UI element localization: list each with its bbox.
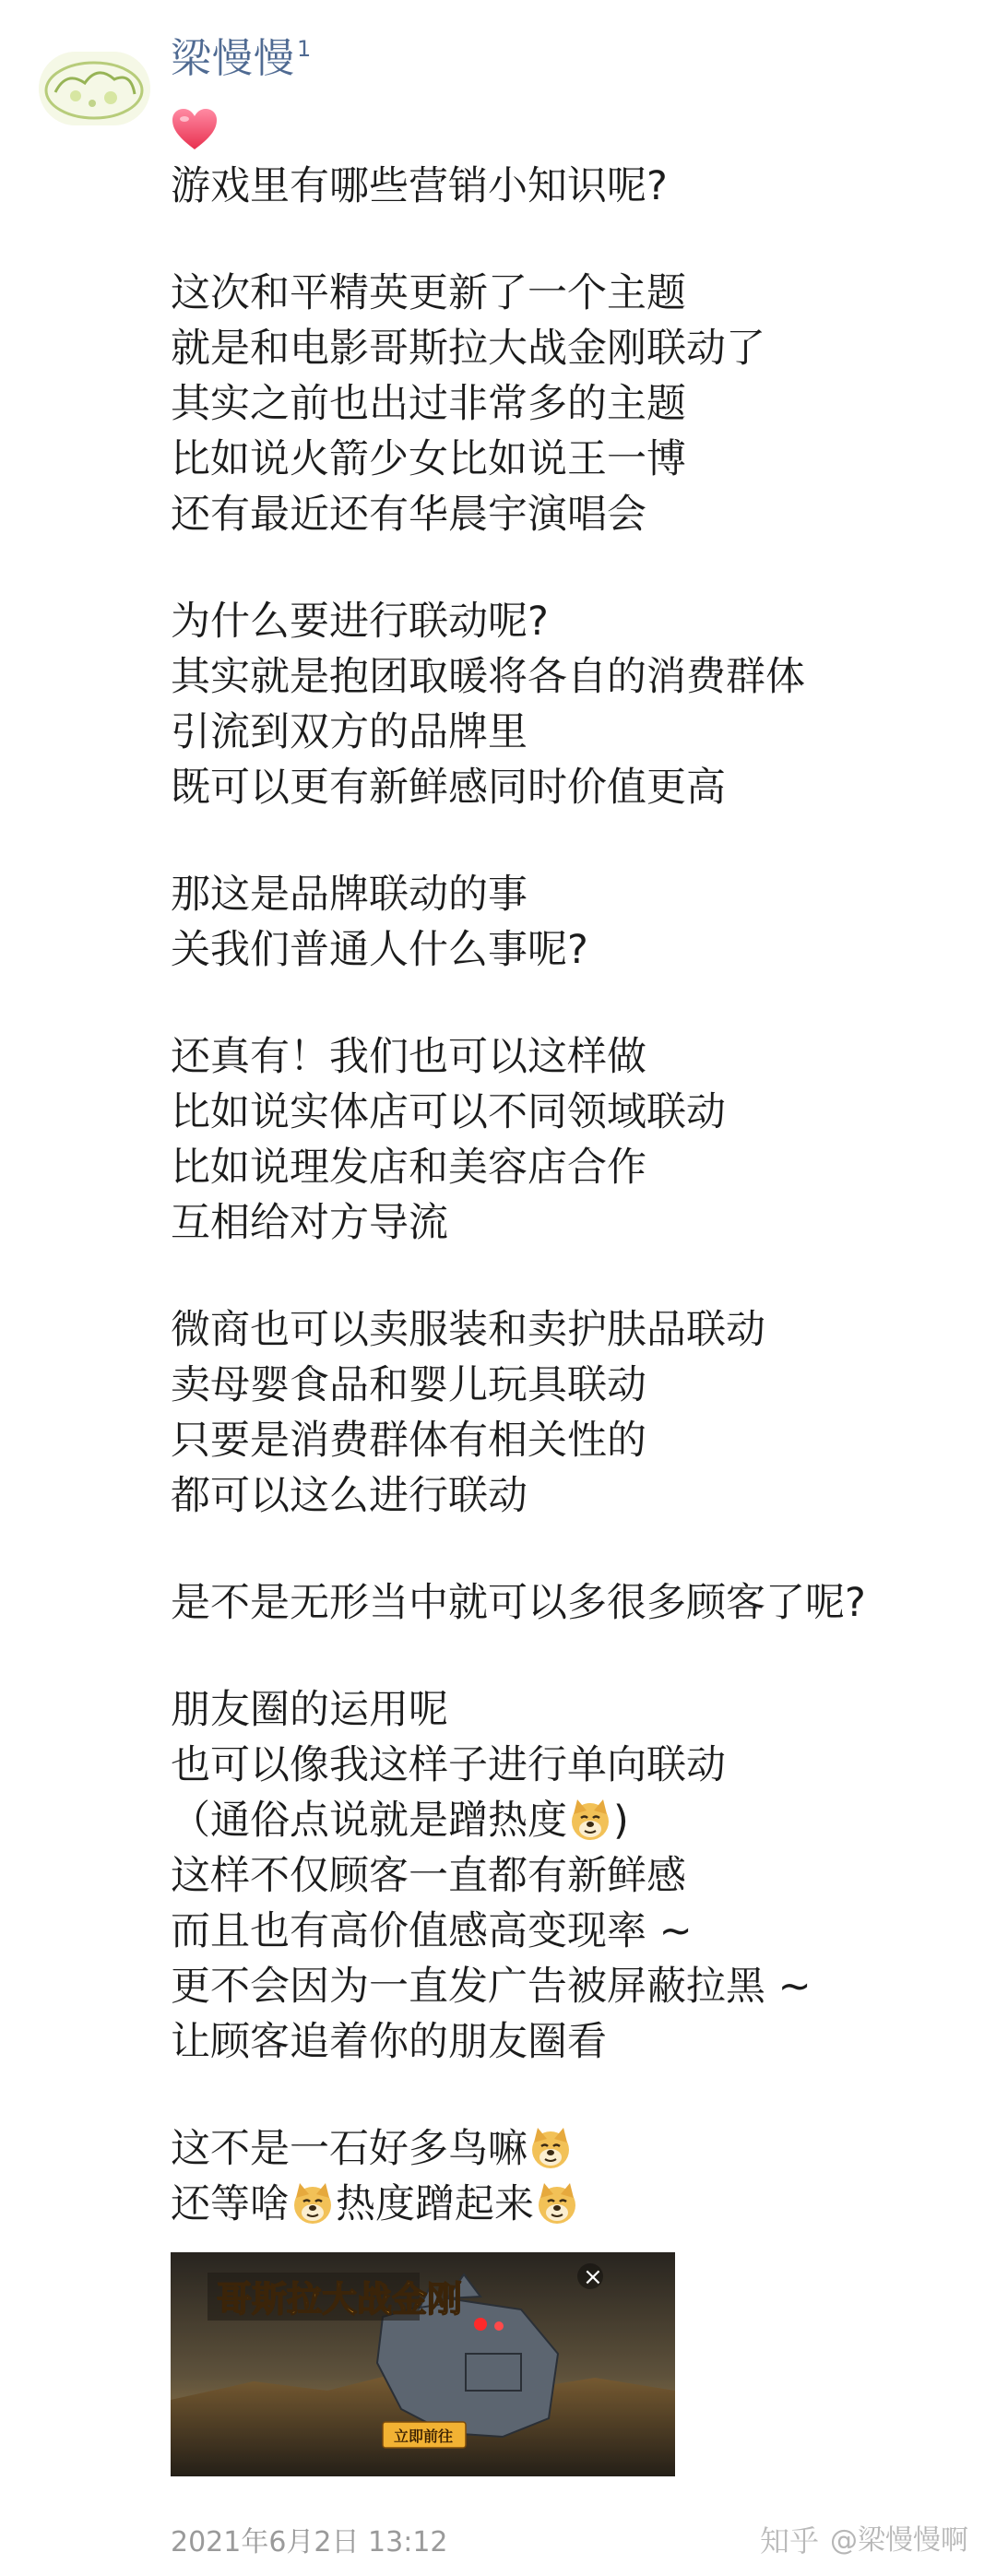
- post-line: [171, 1085, 973, 1140]
- post-line: [171, 1682, 973, 1738]
- post-line: [171, 487, 973, 542]
- post-line: [171, 594, 973, 649]
- ad-title: 哥斯拉大战金刚: [217, 2279, 463, 2320]
- post-text-segment: 还真有！我们也可以这样做: [171, 1034, 646, 1080]
- post-line: [171, 1140, 973, 1195]
- post-text-segment: 热度蹭起来: [336, 2181, 534, 2227]
- post-text-segment: 游戏里有哪些营销小知识呢?: [171, 163, 668, 209]
- post-text-segment: 关我们普通人什么事呢?: [171, 927, 588, 973]
- post-line: [171, 1904, 973, 1959]
- post-text-segment: 比如说火箭少女比如说王一博: [171, 436, 686, 482]
- post-text-segment: 那这是品牌联动的事: [171, 872, 528, 918]
- post-paragraph: [171, 1682, 973, 2070]
- post-text-segment: 既可以更有新鲜感同时价值更高: [171, 765, 726, 811]
- post-line: [171, 1302, 973, 1358]
- post-paragraph: [171, 867, 973, 978]
- post-line: [171, 922, 973, 978]
- post-line: [171, 1195, 973, 1251]
- game-poster-illustration: [171, 2252, 675, 2476]
- post-text-segment: 还有最近还有华晨宇演唱会: [171, 492, 646, 538]
- post-line: [171, 1358, 973, 1413]
- post-text-segment: 也可以像我这样子进行单向联动: [171, 1742, 726, 1788]
- post-line: [171, 376, 973, 432]
- post-line: [171, 432, 973, 487]
- post-text-segment: 是不是无形当中就可以多很多顾客了呢?: [171, 1580, 866, 1626]
- post-text: [171, 159, 973, 2284]
- post-line: [171, 1848, 973, 1904]
- post-line: [171, 1738, 973, 1793]
- post-text-segment: 其实之前也出过非常多的主题: [171, 381, 686, 427]
- post-paragraph: [171, 1575, 973, 1631]
- post-text-segment: 比如说理发店和美容店合作: [171, 1145, 646, 1191]
- post-text-segment: 就是和电影哥斯拉大战金刚联动了: [171, 326, 765, 372]
- doge-emoji-icon: [568, 1798, 612, 1842]
- post-paragraph: [171, 2121, 973, 2232]
- post-text-segment: 更不会因为一直发广告被屏蔽拉黑 ~: [171, 1964, 812, 2010]
- ad-close-icon[interactable]: ×: [583, 2263, 603, 2291]
- post-line: [171, 1793, 973, 1848]
- avatar[interactable]: [39, 52, 150, 125]
- zhihu-watermark: [760, 2523, 968, 2559]
- post-line: [171, 1575, 973, 1631]
- post-text-segment: 引流到双方的品牌里: [171, 709, 528, 755]
- post-line: [171, 649, 973, 705]
- post-line: [171, 1029, 973, 1085]
- post-text-segment: 朋友圈的运用呢: [171, 1687, 448, 1733]
- post-line: [171, 2177, 973, 2232]
- post-text-segment: 都可以这么进行联动: [171, 1473, 528, 1519]
- post-line: [171, 1959, 973, 2014]
- post-line: [171, 159, 973, 214]
- post-line: [171, 2014, 973, 2070]
- post-paragraph: [171, 594, 973, 815]
- post-line: [171, 1468, 973, 1524]
- post-text-segment: 只要是消费群体有相关性的: [171, 1418, 646, 1464]
- post-text-segment: 让顾客追着你的朋友圈看: [171, 2019, 607, 2065]
- post-text-segment: 还等啥: [171, 2181, 290, 2227]
- post-text-segment: 为什么要进行联动呢?: [171, 599, 549, 645]
- heart-icon: [171, 107, 219, 151]
- post-paragraph: [171, 1302, 973, 1524]
- post-line: [171, 1413, 973, 1468]
- post-text-segment: 互相给对方导流: [171, 1200, 448, 1246]
- post-text-segment: （通俗点说就是蹭热度: [171, 1798, 567, 1844]
- post-line: [171, 321, 973, 376]
- post-text-segment: 微商也可以卖服装和卖护肤品联动: [171, 1307, 765, 1353]
- ad-banner-image[interactable]: [171, 2252, 675, 2476]
- post-line: [171, 266, 973, 321]
- doge-emoji-icon: [528, 2126, 573, 2170]
- avatar-illustration: [39, 52, 150, 125]
- doge-emoji-icon: [290, 2181, 335, 2226]
- post-text-segment: 比如说实体店可以不同领域联动: [171, 1089, 726, 1135]
- watermark-site: 知乎: [759, 2523, 819, 2558]
- post-text-segment: 卖母婴食品和婴儿玩具联动: [171, 1362, 646, 1408]
- post-timestamp: 2021年6月2日 13:12: [171, 2526, 448, 2558]
- doge-emoji-icon: [535, 2181, 579, 2226]
- post-paragraph: [171, 1029, 973, 1251]
- post-text-segment: 这不是一石好多鸟嘛: [171, 2126, 528, 2172]
- post-text-segment: 这次和平精英更新了一个主题: [171, 270, 686, 316]
- post-text-segment: 这样不仅顾客一直都有新鲜感: [171, 1853, 686, 1899]
- post-paragraph: [171, 266, 973, 542]
- post-text-segment: 其实就是抱团取暖将各自的消费群体: [171, 654, 805, 700]
- post-line: [171, 2121, 973, 2177]
- watermark-handle: @梁慢慢啊: [830, 2524, 968, 2557]
- author-row: [171, 31, 311, 87]
- author-level: 1: [297, 36, 312, 62]
- author-name[interactable]: 梁慢慢: [171, 35, 295, 82]
- post-paragraph: [171, 159, 973, 214]
- post-line: [171, 867, 973, 922]
- post-line: [171, 705, 973, 760]
- post-text-segment: ): [613, 1798, 629, 1844]
- post-line: [171, 760, 973, 815]
- post-text-segment: 而且也有高价值感高变现率 ~: [171, 1908, 693, 1954]
- ad-cta-button[interactable]: 立即前往: [394, 2428, 454, 2445]
